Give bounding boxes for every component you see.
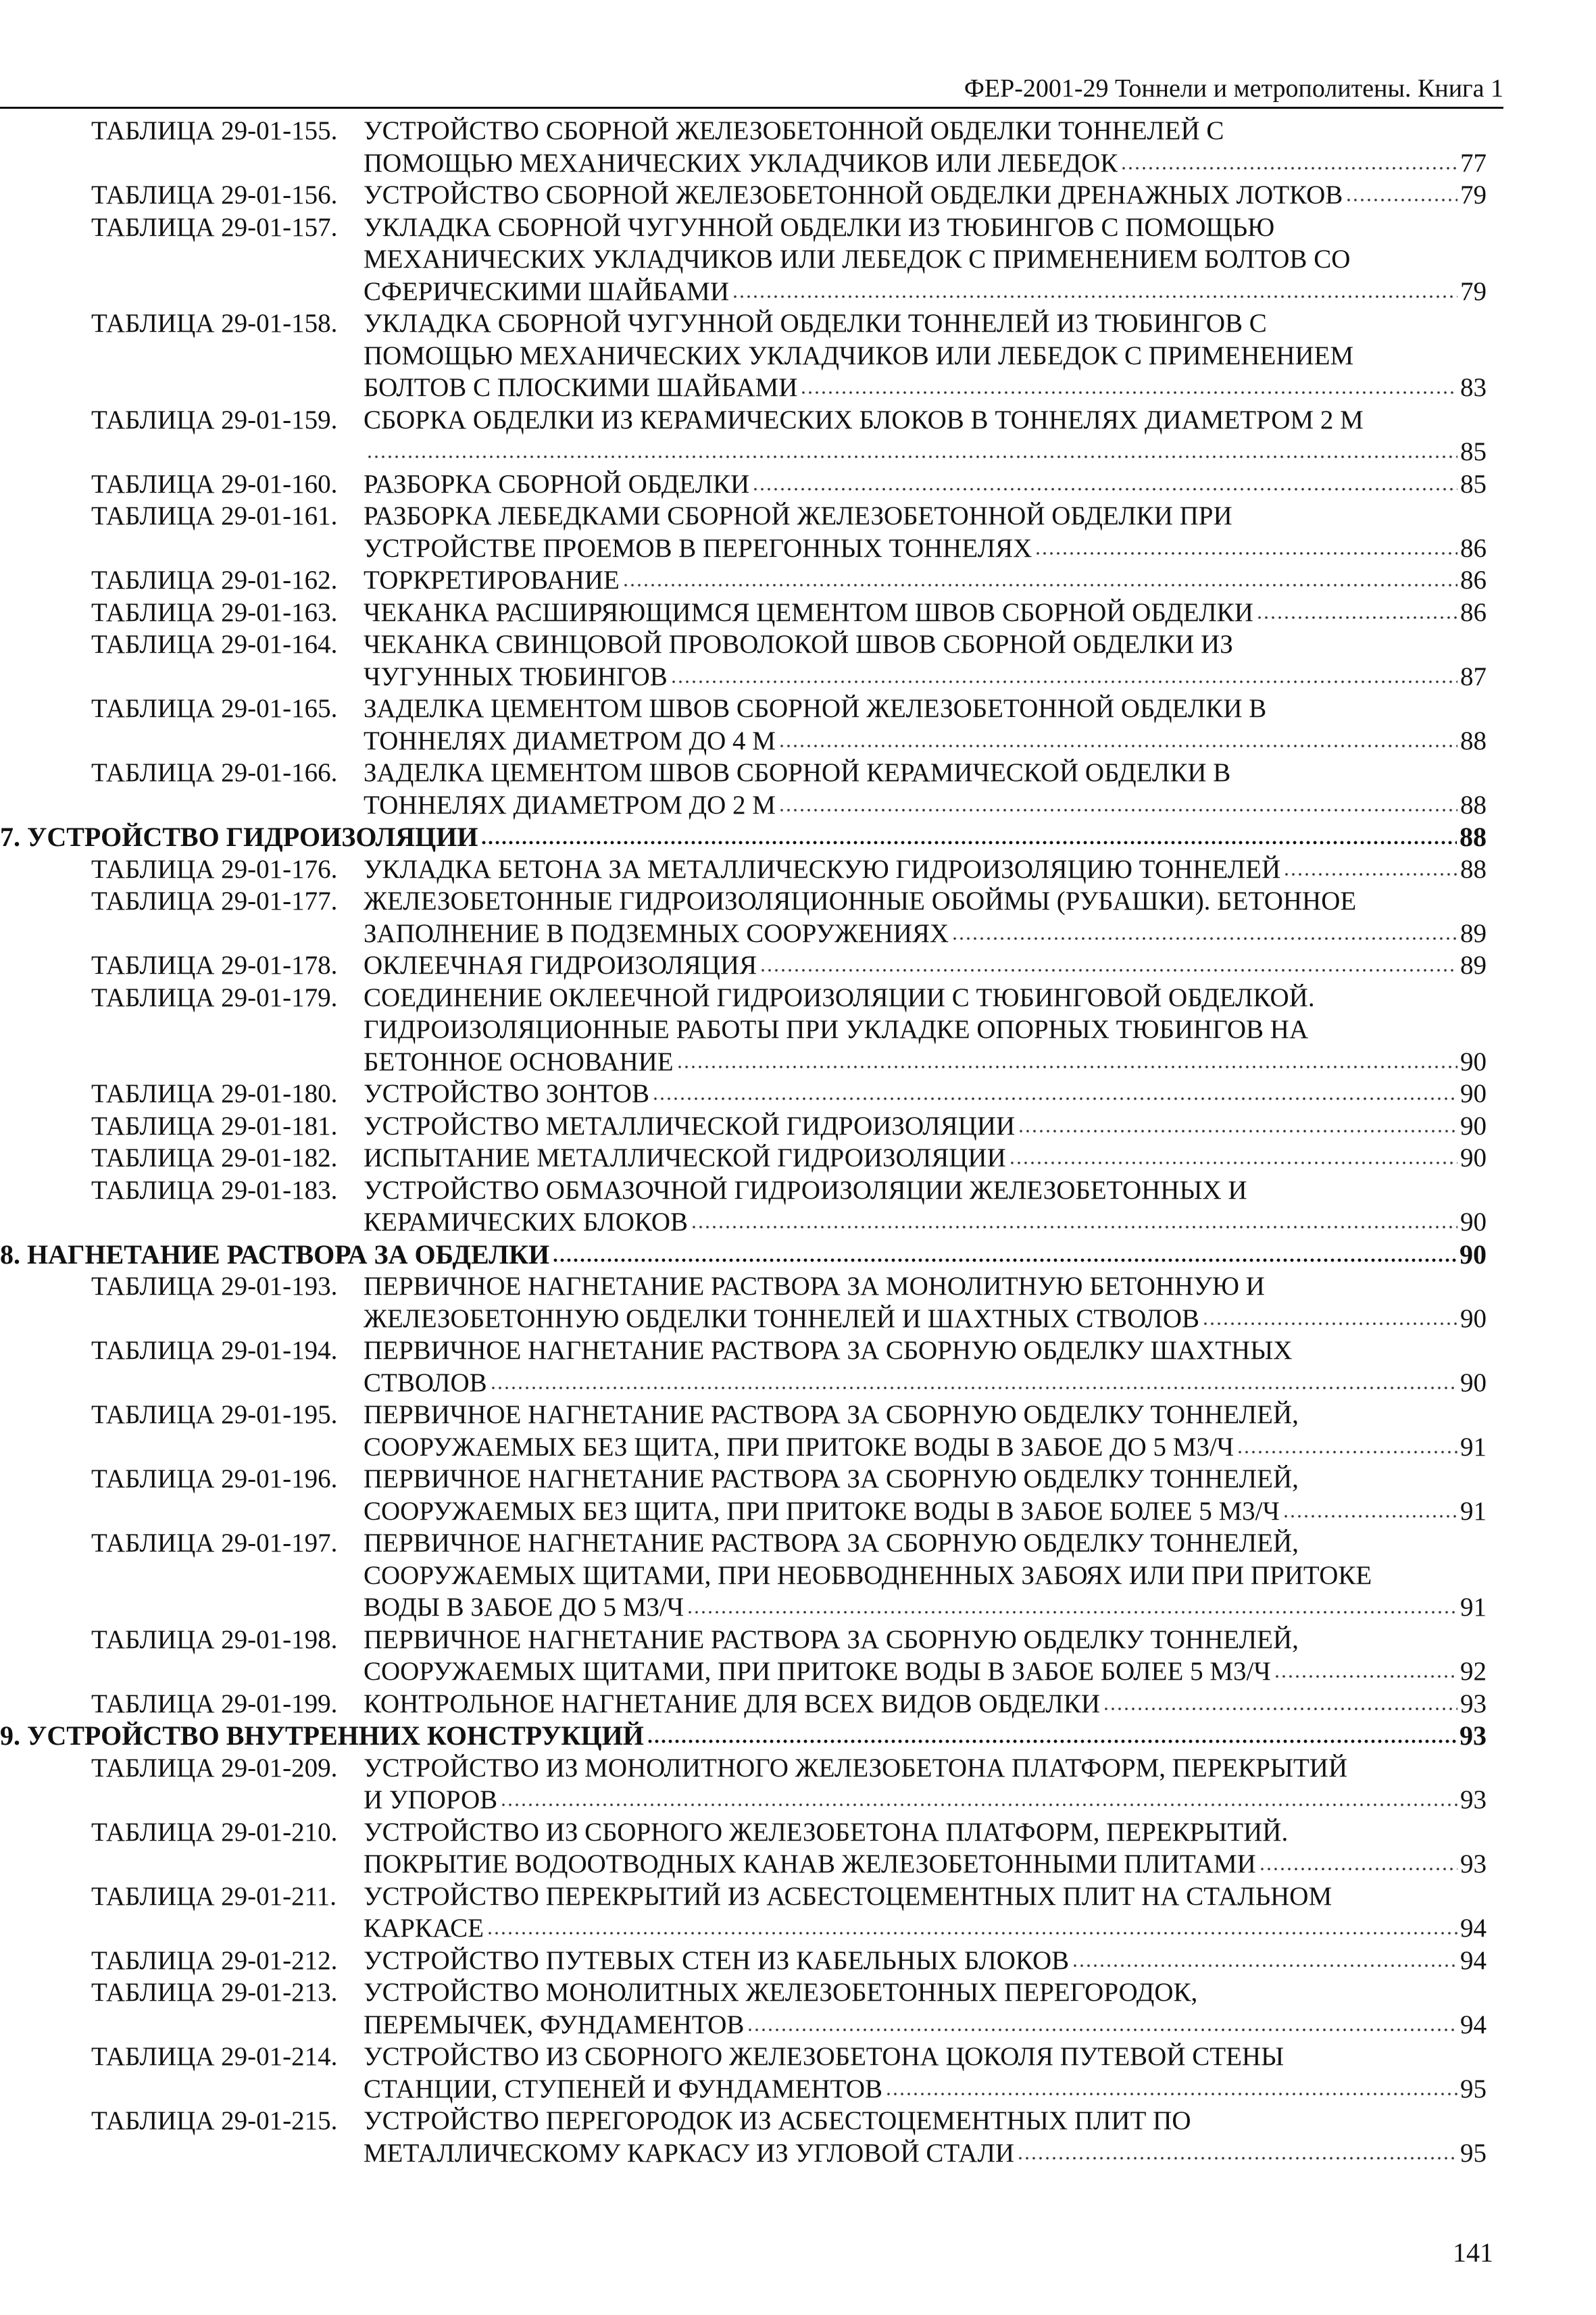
toc-entry[interactable] — [0, 693, 1487, 757]
title-line: УСТРОЙСТВО ЗОНТОВ — [364, 1079, 650, 1108]
title-line: УСТРОЙСТВО МЕТАЛЛИЧЕСКОЙ ГИДРОИЗОЛЯЦИИ — [364, 1111, 1016, 1141]
dot-leader — [752, 471, 1457, 492]
dot-leader — [747, 2012, 1457, 2033]
entry-page-number: 85 — [1460, 437, 1487, 466]
table-number: ТАБЛИЦА 29-01-183. — [91, 1175, 338, 1205]
table-number: ТАБЛИЦА 29-01-156. — [91, 180, 338, 209]
entry-title — [364, 307, 1487, 404]
toc-entry[interactable] — [0, 1816, 1487, 1881]
entry-title — [364, 757, 1487, 821]
title-line: УСТРОЙСТВО ПЕРЕГОРОДОК ИЗ АСБЕСТОЦЕМЕНТНЫХ ПЛИТ ПО — [364, 2106, 1191, 2135]
title-line: КЕРАМИЧЕСКИХ БЛОКОВ — [364, 1208, 689, 1237]
entry-page-number: 93 — [1460, 1689, 1487, 1718]
entry-title — [364, 597, 1487, 629]
toc-entry[interactable] — [0, 982, 1487, 1078]
section-page-number: 93 — [1460, 1720, 1487, 1751]
title-last-line — [364, 1656, 1487, 1688]
dot-leader — [687, 1595, 1457, 1616]
title-line: БЕТОННОЕ ОСНОВАНИЕ — [364, 1047, 674, 1076]
title-line: УСТРОЙСТВО ПЕРЕКРЫТИЙ ИЗ АСБЕСТОЦЕМЕНТНЫХ ПЛИТ НА СТАЛЬНОМ — [364, 1881, 1332, 1911]
title-last-line — [364, 597, 1487, 629]
title-last-line — [364, 147, 1487, 180]
entry-title — [364, 628, 1487, 693]
dot-leader — [487, 1916, 1457, 1937]
entry-title — [364, 693, 1487, 757]
title-line: ПЕРВИЧНОЕ НАГНЕТАНИЕ РАСТВОРА ЗА СБОРНУЮ ОБДЕЛКУ ТОННЕЛЕЙ, — [364, 1528, 1299, 1558]
table-number: ТАБЛИЦА 29-01-160. — [91, 469, 338, 499]
entry-title — [364, 1752, 1487, 1816]
dot-leader — [759, 953, 1457, 974]
running-header: ФЕР-2001-29 Тоннели и метрополитены. Книга 1 — [0, 73, 1503, 109]
table-number: ТАБЛИЦА 29-01-182. — [91, 1143, 338, 1172]
table-number: ТАБЛИЦА 29-01-164. — [91, 630, 338, 659]
table-number: ТАБЛИЦА 29-01-178. — [91, 951, 338, 980]
toc-section[interactable] — [0, 1720, 1487, 1752]
entry-page-number: 88 — [1460, 790, 1487, 820]
entry-page-number: 95 — [1460, 2074, 1487, 2104]
entry-page-number: 91 — [1460, 1432, 1487, 1462]
table-number: ТАБЛИЦА 29-01-179. — [91, 982, 338, 1012]
title-line: ПЕРВИЧНОЕ НАГНЕТАНИЕ РАСТВОРА ЗА СБОРНУЮ ОБДЕЛКУ ШАХТНЫХ — [364, 1336, 1293, 1365]
title-last-line — [364, 1688, 1487, 1720]
section-title: 8. НАГНЕТАНИЕ РАСТВОРА ЗА ОБДЕЛКИ — [0, 1239, 550, 1270]
title-last-line — [364, 1945, 1487, 1977]
title-line: УСТРОЙСТВО ИЗ СБОРНОГО ЖЕЛЕЗОБЕТОНА ПЛАТФОРМ, ПЕРЕКРЫТИЙ. — [364, 1817, 1289, 1847]
entry-page-number: 83 — [1460, 373, 1487, 402]
dot-leader — [1009, 1145, 1457, 1166]
entry-page-number: 90 — [1460, 1143, 1487, 1172]
entry-page-number: 94 — [1460, 1914, 1487, 1943]
toc-entry[interactable] — [0, 1945, 1487, 1977]
toc-entry[interactable] — [0, 2105, 1487, 2169]
title-line: ЗАДЕЛКА ЦЕМЕНТОМ ШВОВ СБОРНОЙ КЕРАМИЧЕСКОЙ ОБДЕЛКИ В — [364, 758, 1231, 787]
entry-page-number: 90 — [1460, 1303, 1487, 1333]
entry-page-number: 88 — [1460, 726, 1487, 755]
toc-entry[interactable] — [0, 1078, 1487, 1110]
section-page-number: 90 — [1460, 1239, 1487, 1270]
title-last-line — [364, 1206, 1487, 1239]
entry-title — [364, 115, 1487, 179]
title-last-line — [364, 661, 1487, 693]
title-line: СБОРКА ОБДЕЛКИ ИЗ КЕРАМИЧЕСКИХ БЛОКОВ В ТОННЕЛЯХ ДИАМЕТРОМ 2 М — [364, 405, 1364, 434]
table-number: ТАБЛИЦА 29-01-211. — [91, 1881, 336, 1911]
title-line: ЧЕКАНКА СВИНЦОВОЙ ПРОВОЛОКОЙ ШВОВ СБОРНОЙ ОБДЕЛКИ ИЗ — [364, 630, 1233, 659]
title-line: ЗАПОЛНЕНИЕ В ПОДЗЕМНЫХ СООРУЖЕНИЯХ — [364, 918, 949, 948]
title-line: ГИДРОИЗОЛЯЦИОННЫЕ РАБОТЫ ПРИ УКЛАДКЕ ОПОРНЫХ ТЮБИНГОВ НА — [364, 1015, 1309, 1044]
entry-title — [364, 982, 1487, 1078]
title-last-line — [364, 789, 1487, 822]
table-number: ТАБЛИЦА 29-01-176. — [91, 854, 338, 884]
toc-entry[interactable] — [0, 1527, 1487, 1624]
section-title: 7. УСТРОЙСТВО ГИДРОИЗОЛЯЦИИ — [0, 822, 478, 852]
table-number: ТАБЛИЦА 29-01-162. — [91, 566, 338, 595]
title-line: ПОМОЩЬЮ МЕХАНИЧЕСКИХ УКЛАДЧИКОВ ИЛИ ЛЕБЕДОК — [364, 148, 1118, 178]
title-line: ЖЕЛЕЗОБЕТОННЫЕ ГИДРОИЗОЛЯЦИОННЫЕ ОБОЙМЫ (РУБАШКИ). БЕТОННОЕ — [364, 887, 1357, 916]
toc-entry[interactable] — [0, 1110, 1487, 1143]
entry-page-number: 89 — [1460, 918, 1487, 948]
entry-title — [364, 404, 1487, 468]
dot-leader — [1283, 856, 1457, 877]
entry-page-number: 91 — [1460, 1593, 1487, 1622]
dot-leader — [652, 1081, 1457, 1102]
title-last-line — [364, 1431, 1487, 1464]
title-last-line — [364, 1078, 1487, 1110]
table-number: ТАБЛИЦА 29-01-194. — [91, 1336, 338, 1365]
table-number: ТАБЛИЦА 29-01-193. — [91, 1272, 338, 1301]
dot-leader — [552, 1242, 1457, 1264]
table-number: ТАБЛИЦА 29-01-163. — [91, 597, 338, 627]
entry-page-number: 91 — [1460, 1496, 1487, 1526]
table-number: ТАБЛИЦА 29-01-209. — [91, 1753, 338, 1783]
table-number: ТАБЛИЦА 29-01-210. — [91, 1817, 338, 1847]
table-number: ТАБЛИЦА 29-01-181. — [91, 1111, 338, 1141]
title-last-line — [364, 2009, 1487, 2041]
title-last-line — [364, 1110, 1487, 1143]
table-number: ТАБЛИЦА 29-01-159. — [91, 405, 338, 434]
table-number: ТАБЛИЦА 29-01-158. — [91, 309, 338, 338]
toc-entry[interactable] — [0, 1335, 1487, 1399]
dot-leader — [490, 1370, 1457, 1391]
entry-page-number: 86 — [1460, 597, 1487, 627]
toc-entry[interactable] — [0, 1976, 1487, 2041]
dot-leader — [1034, 535, 1457, 556]
entry-page-number: 77 — [1460, 148, 1487, 178]
entry-title — [364, 1142, 1487, 1174]
entry-title — [364, 853, 1487, 886]
toc-entry[interactable] — [0, 1399, 1487, 1463]
title-line: ПЕРЕМЫЧЕК, ФУНДАМЕНТОВ — [364, 2010, 745, 2039]
entry-page-number: 90 — [1460, 1047, 1487, 1076]
toc-entry[interactable] — [0, 404, 1487, 468]
title-last-line — [364, 725, 1487, 757]
title-last-line — [364, 276, 1487, 308]
entry-title — [364, 500, 1487, 564]
entry-page-number: 79 — [1460, 180, 1487, 209]
dot-leader — [676, 1049, 1457, 1070]
title-last-line — [364, 1046, 1487, 1078]
table-number: ТАБЛИЦА 29-01-180. — [91, 1079, 338, 1108]
title-line: УСТРОЙСТВО ИЗ СБОРНОГО ЖЕЛЕЗОБЕТОНА ЦОКОЛЯ ПУТЕВОЙ СТЕНЫ — [364, 2042, 1285, 2071]
table-of-contents — [0, 115, 1487, 2169]
entry-page-number: 95 — [1460, 2138, 1487, 2168]
title-line: СФЕРИЧЕСКИМИ ШАЙБАМИ — [364, 276, 730, 306]
toc-entry[interactable] — [0, 468, 1487, 501]
title-line: УКЛАДКА СБОРНОЙ ЧУГУННОЙ ОБДЕЛКИ ТОННЕЛЕЙ ИЗ ТЮБИНГОВ С — [364, 309, 1267, 338]
title-line: КОНТРОЛЬНОЕ НАГНЕТАНИЕ ДЛЯ ВСЕХ ВИДОВ ОБДЕЛКИ — [364, 1689, 1101, 1718]
toc-entry[interactable] — [0, 1624, 1487, 1688]
toc-entry[interactable] — [0, 2041, 1487, 2105]
toc-entry[interactable] — [0, 597, 1487, 629]
entry-title — [364, 1335, 1487, 1399]
entry-title — [364, 2105, 1487, 2169]
toc-section[interactable] — [0, 821, 1487, 853]
title-last-line — [364, 468, 1487, 501]
title-last-line — [364, 1303, 1487, 1335]
toc-entry[interactable] — [0, 211, 1487, 308]
entry-title — [364, 1945, 1487, 1977]
table-number: ТАБЛИЦА 29-01-161. — [91, 501, 338, 530]
dot-leader — [778, 792, 1457, 813]
dot-leader — [1345, 182, 1457, 203]
dot-leader — [647, 1723, 1457, 1745]
title-line: УСТРОЙСТВО СБОРНОЙ ЖЕЛЕЗОБЕТОННОЙ ОБДЕЛКИ ДРЕНАЖНЫХ ЛОТКОВ — [364, 180, 1343, 209]
entry-page-number: 94 — [1460, 1945, 1487, 1975]
dot-leader — [1072, 1947, 1457, 1968]
entry-page-number: 93 — [1460, 1849, 1487, 1878]
entry-title — [364, 1078, 1487, 1110]
entry-title — [364, 179, 1487, 211]
table-number: ТАБЛИЦА 29-01-165. — [91, 694, 338, 723]
dot-leader — [1259, 1851, 1457, 1872]
entry-page-number: 90 — [1460, 1208, 1487, 1237]
title-last-line — [364, 1784, 1487, 1816]
title-last-line — [364, 1367, 1487, 1399]
dot-leader — [1120, 150, 1457, 171]
entry-title — [364, 1270, 1487, 1335]
title-line: ПЕРВИЧНОЕ НАГНЕТАНИЕ РАСТВОРА ЗА СБОРНУЮ ОБДЕЛКУ ТОННЕЛЕЙ, — [364, 1624, 1299, 1654]
title-last-line — [364, 1142, 1487, 1174]
toc-entry[interactable] — [0, 1463, 1487, 1527]
dot-leader — [1256, 599, 1457, 620]
title-line: ТОРКРЕТИРОВАНИЕ — [364, 566, 620, 595]
entry-title — [364, 1174, 1487, 1239]
entry-title — [364, 468, 1487, 501]
table-number: ТАБЛИЦА 29-01-215. — [91, 2106, 338, 2135]
dot-leader — [622, 568, 1457, 589]
entry-page-number: 88 — [1460, 854, 1487, 884]
title-line: ЗАДЕЛКА ЦЕМЕНТОМ ШВОВ СБОРНОЙ ЖЕЛЕЗОБЕТОННОЙ ОБДЕЛКИ В — [364, 694, 1267, 723]
toc-entry[interactable] — [0, 949, 1487, 982]
title-line: УСТРОЙСТВО СБОРНОЙ ЖЕЛЕЗОБЕТОННОЙ ОБДЕЛКИ ТОННЕЛЕЙ С — [364, 116, 1224, 145]
toc-entry[interactable] — [0, 500, 1487, 564]
title-last-line — [364, 372, 1487, 404]
entry-page-number: 94 — [1460, 2010, 1487, 2039]
toc-entry[interactable] — [0, 115, 1487, 179]
title-line: СООРУЖАЕМЫХ ЩИТАМИ, ПРИ НЕОБВОДНЕННЫХ ЗАБОЯХ ИЛИ ПРИ ПРИТОКЕ — [364, 1560, 1372, 1590]
table-number: ТАБЛИЦА 29-01-177. — [91, 887, 338, 916]
table-number: ТАБЛИЦА 29-01-195. — [91, 1400, 338, 1429]
dot-leader — [1274, 1659, 1457, 1680]
table-number: ТАБЛИЦА 29-01-212. — [91, 1945, 338, 1975]
table-number: ТАБЛИЦА 29-01-198. — [91, 1624, 338, 1654]
title-last-line — [364, 1495, 1487, 1528]
title-last-line — [364, 918, 1487, 950]
toc-entry[interactable] — [0, 1688, 1487, 1720]
entry-title — [364, 1463, 1487, 1527]
title-line: ЧУГУННЫХ ТЮБИНГОВ — [364, 662, 668, 691]
toc-entry[interactable] — [0, 1270, 1487, 1335]
dot-leader — [800, 375, 1457, 396]
title-line: ВОДЫ В ЗАБОЕ ДО 5 М3/Ч — [364, 1593, 684, 1622]
entry-title — [364, 1399, 1487, 1463]
title-line: ТОННЕЛЯХ ДИАМЕТРОМ ДО 2 М — [364, 790, 776, 820]
entry-title — [364, 211, 1487, 308]
title-line: ПОКРЫТИЕ ВОДООТВОДНЫХ КАНАВ ЖЕЛЕЗОБЕТОННЫМИ ПЛИТАМИ — [364, 1849, 1256, 1878]
title-line: БОЛТОВ С ПЛОСКИМИ ШАЙБАМИ — [364, 373, 798, 402]
title-line: СООРУЖАЕМЫХ БЕЗ ЩИТА, ПРИ ПРИТОКЕ ВОДЫ В ЗАБОЕ ДО 5 М3/Ч — [364, 1432, 1235, 1462]
dot-leader — [1237, 1434, 1457, 1455]
toc-entry[interactable] — [0, 757, 1487, 821]
title-line: УКЛАДКА СБОРНОЙ ЧУГУННОЙ ОБДЕЛКИ ИЗ ТЮБИНГОВ С ПОМОЩЬЮ — [364, 212, 1275, 242]
title-last-line — [364, 2073, 1487, 2106]
title-line: УСТРОЙСТВЕ ПРОЕМОВ В ПЕРЕГОННЫХ ТОННЕЛЯХ — [364, 533, 1032, 563]
dot-leader — [1017, 2140, 1457, 2161]
entry-page-number: 93 — [1460, 1785, 1487, 1814]
dot-leader — [1282, 1498, 1457, 1519]
title-line: УКЛАДКА БЕТОНА ЗА МЕТАЛЛИЧЕСКУЮ ГИДРОИЗОЛЯЦИЮ ТОННЕЛЕЙ — [364, 854, 1281, 884]
title-line: ЧЕКАНКА РАСШИРЯЮЩИМСЯ ЦЕМЕНТОМ ШВОВ СБОРНОЙ ОБДЕЛКИ — [364, 597, 1253, 627]
toc-entry[interactable] — [0, 1752, 1487, 1816]
dot-leader — [1202, 1305, 1457, 1326]
title-last-line — [364, 564, 1487, 597]
title-line: СООРУЖАЕМЫХ БЕЗ ЩИТА, ПРИ ПРИТОКЕ ВОДЫ В ЗАБОЕ БОЛЕЕ 5 М3/Ч — [364, 1496, 1280, 1526]
dot-leader — [366, 439, 1457, 460]
toc-entry[interactable] — [0, 1881, 1487, 1945]
toc-entry[interactable] — [0, 179, 1487, 211]
title-last-line — [364, 853, 1487, 886]
title-line: ПЕРВИЧНОЕ НАГНЕТАНИЕ РАСТВОРА ЗА МОНОЛИТНУЮ БЕТОННУЮ И — [364, 1272, 1265, 1301]
title-line: СОЕДИНЕНИЕ ОКЛЕЕЧНОЙ ГИДРОИЗОЛЯЦИИ С ТЮБИНГОВОЙ ОБДЕЛКОЙ. — [364, 982, 1315, 1012]
dot-leader — [670, 664, 1457, 684]
entry-page-number: 86 — [1460, 533, 1487, 563]
title-line: МЕТАЛЛИЧЕСКОМУ КАРКАСУ ИЗ УГЛОВОЙ СТАЛИ — [364, 2138, 1015, 2168]
dot-leader — [951, 920, 1457, 941]
section-page-number: 88 — [1460, 822, 1487, 852]
dot-leader — [691, 1210, 1457, 1230]
table-number: ТАБЛИЦА 29-01-166. — [91, 758, 338, 787]
title-line: УСТРОЙСТВО ИЗ МОНОЛИТНОГО ЖЕЛЕЗОБЕТОНА ПЛАТФОРМ, ПЕРЕКРЫТИЙ — [364, 1753, 1348, 1783]
title-last-line — [364, 532, 1487, 565]
entry-page-number: 90 — [1460, 1079, 1487, 1108]
entry-page-number: 85 — [1460, 469, 1487, 499]
title-line: СТАНЦИИ, СТУПЕНЕЙ И ФУНДАМЕНТОВ — [364, 2074, 883, 2104]
entry-page-number: 86 — [1460, 566, 1487, 595]
title-line: СООРУЖАЕМЫХ ЩИТАМИ, ПРИ ПРИТОКЕ ВОДЫ В ЗАБОЕ БОЛЕЕ 5 М3/Ч — [364, 1657, 1271, 1686]
table-number: ТАБЛИЦА 29-01-199. — [91, 1689, 338, 1718]
title-last-line — [364, 1912, 1487, 1945]
toc-section[interactable] — [0, 1239, 1487, 1271]
entry-page-number: 90 — [1460, 1368, 1487, 1397]
entry-title — [364, 1110, 1487, 1143]
title-last-line — [364, 1848, 1487, 1881]
table-number: ТАБЛИЦА 29-01-196. — [91, 1464, 338, 1493]
title-line: МЕХАНИЧЕСКИХ УКЛАДЧИКОВ ИЛИ ЛЕБЕДОК С ПРИМЕНЕНИЕМ БОЛТОВ СО — [364, 245, 1351, 274]
title-line: КАРКАСЕ — [364, 1914, 484, 1943]
title-line: УСТРОЙСТВО ОБМАЗОЧНОЙ ГИДРОИЗОЛЯЦИИ ЖЕЛЕЗОБЕТОННЫХ И — [364, 1175, 1247, 1205]
entry-page-number: 87 — [1460, 662, 1487, 691]
entry-title — [364, 1816, 1487, 1881]
toc-entry[interactable] — [0, 885, 1487, 949]
title-last-line — [364, 179, 1487, 211]
entry-title — [364, 1624, 1487, 1688]
dot-leader — [1018, 1113, 1457, 1134]
toc-entry[interactable] — [0, 853, 1487, 886]
table-number: ТАБЛИЦА 29-01-197. — [91, 1528, 338, 1558]
entry-title — [364, 564, 1487, 597]
entry-title — [364, 1881, 1487, 1945]
section-title: 9. УСТРОЙСТВО ВНУТРЕННИХ КОНСТРУКЦИЙ — [0, 1720, 644, 1751]
dot-leader — [480, 824, 1457, 846]
entry-title — [364, 2041, 1487, 2105]
entry-page-number: 89 — [1460, 951, 1487, 980]
entry-title — [364, 949, 1487, 982]
entry-title — [364, 1688, 1487, 1720]
entry-title — [364, 885, 1487, 949]
title-line: УСТРОЙСТВО МОНОЛИТНЫХ ЖЕЛЕЗОБЕТОННЫХ ПЕРЕГОРОДОК, — [364, 1978, 1198, 2007]
title-line: ПОМОЩЬЮ МЕХАНИЧЕСКИХ УКЛАДЧИКОВ ИЛИ ЛЕБЕДОК С ПРИМЕНЕНИЕМ — [364, 341, 1354, 370]
dot-leader — [732, 278, 1457, 299]
table-number: ТАБЛИЦА 29-01-157. — [91, 212, 338, 242]
dot-leader — [885, 2076, 1457, 2097]
title-last-line — [364, 949, 1487, 982]
entry-page-number: 90 — [1460, 1111, 1487, 1141]
entry-page-number: 79 — [1460, 276, 1487, 306]
title-line: РАЗБОРКА СБОРНОЙ ОБДЕЛКИ — [364, 469, 750, 499]
page-number: 141 — [1453, 2237, 1493, 2268]
toc-entry[interactable] — [0, 307, 1487, 404]
dot-leader — [778, 728, 1457, 749]
title-line: УСТРОЙСТВО ПУТЕВЫХ СТЕН ИЗ КАБЕЛЬНЫХ БЛОКОВ — [364, 1945, 1070, 1975]
toc-entry[interactable] — [0, 564, 1487, 597]
toc-entry[interactable] — [0, 1174, 1487, 1239]
entry-page-number: 92 — [1460, 1657, 1487, 1686]
title-line: И УПОРОВ — [364, 1785, 498, 1814]
entry-title — [364, 1976, 1487, 2041]
table-number: ТАБЛИЦА 29-01-155. — [91, 116, 338, 145]
title-line: ИСПЫТАНИЕ МЕТАЛЛИЧЕСКОЙ ГИДРОИЗОЛЯЦИИ — [364, 1143, 1006, 1172]
entry-title — [364, 1527, 1487, 1624]
dot-leader — [1103, 1691, 1457, 1712]
title-line: ОКЛЕЕЧНАЯ ГИДРОИЗОЛЯЦИЯ — [364, 951, 757, 980]
toc-entry[interactable] — [0, 1142, 1487, 1174]
table-number: ТАБЛИЦА 29-01-213. — [91, 1978, 338, 2007]
title-line: РАЗБОРКА ЛЕБЕДКАМИ СБОРНОЙ ЖЕЛЕЗОБЕТОННОЙ ОБДЕЛКИ ПРИ — [364, 501, 1232, 530]
title-last-line — [364, 1591, 1487, 1624]
title-last-line — [364, 436, 1487, 468]
toc-entry[interactable] — [0, 628, 1487, 693]
title-last-line — [364, 2137, 1487, 2170]
title-line: ПЕРВИЧНОЕ НАГНЕТАНИЕ РАСТВОРА ЗА СБОРНУЮ ОБДЕЛКУ ТОННЕЛЕЙ, — [364, 1400, 1299, 1429]
title-line: ПЕРВИЧНОЕ НАГНЕТАНИЕ РАСТВОРА ЗА СБОРНУЮ ОБДЕЛКУ ТОННЕЛЕЙ, — [364, 1464, 1299, 1493]
table-number: ТАБЛИЦА 29-01-214. — [91, 2042, 338, 2071]
title-line: ТОННЕЛЯХ ДИАМЕТРОМ ДО 4 М — [364, 726, 776, 755]
title-line: ЖЕЛЕЗОБЕТОННУЮ ОБДЕЛКИ ТОННЕЛЕЙ И ШАХТНЫХ СТВОЛОВ — [364, 1303, 1200, 1333]
title-line: СТВОЛОВ — [364, 1368, 487, 1397]
dot-leader — [500, 1787, 1457, 1808]
